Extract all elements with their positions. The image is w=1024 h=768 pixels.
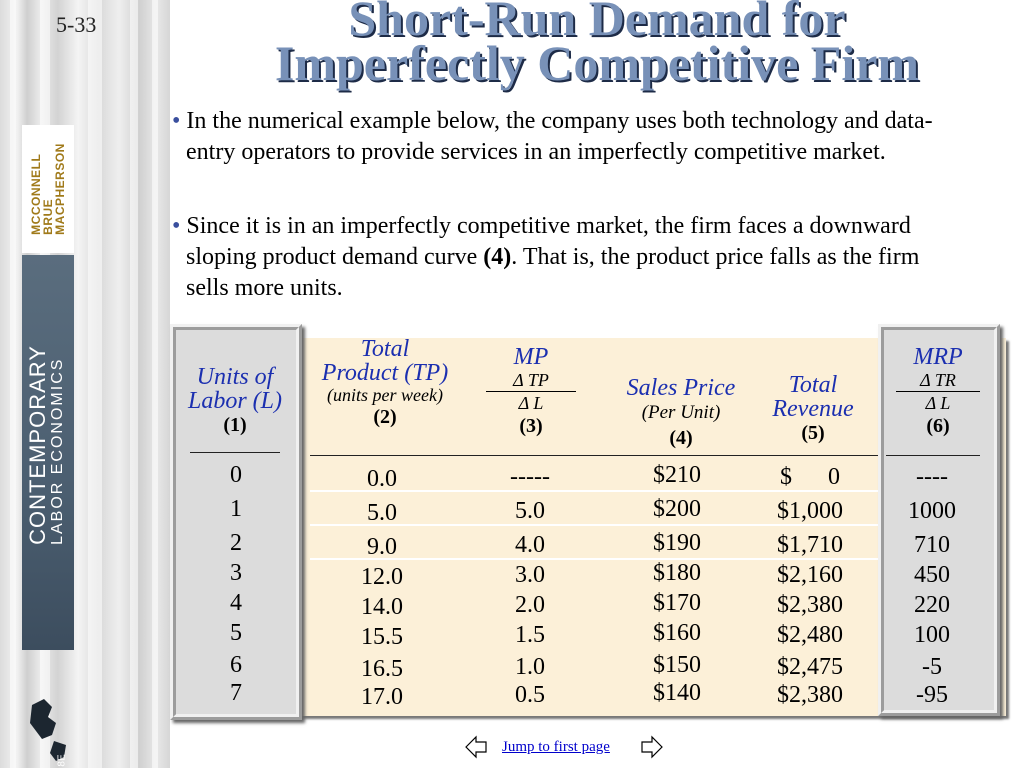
- cell-mp: 2.0: [515, 592, 545, 618]
- cell-sales-price: $170: [653, 590, 701, 616]
- header-number: (2): [373, 406, 397, 428]
- cell-sales-price: $210: [653, 462, 701, 488]
- cell-sales-price: $150: [653, 652, 701, 678]
- fraction-numerator: Δ TR: [896, 369, 980, 392]
- sidebar-stripe: [152, 0, 158, 768]
- bullet-text-bold: (4): [483, 244, 512, 270]
- cell-labor: 1: [230, 496, 242, 522]
- cell-sales-price: $160: [653, 620, 701, 646]
- cell-total-revenue: $2,480: [777, 622, 843, 648]
- cell-labor: 5: [230, 620, 242, 646]
- bullet-point: [172, 106, 972, 168]
- cell-total-revenue: $2,160: [777, 562, 843, 588]
- cell-mrp: 1000: [908, 498, 956, 524]
- header-number: (3): [519, 415, 543, 437]
- book-title: [25, 345, 68, 545]
- cell-total-product: 15.5: [361, 624, 403, 650]
- cell-mp: 4.0: [515, 532, 545, 558]
- previous-arrow-icon[interactable]: [464, 735, 488, 759]
- cell-labor: 6: [230, 652, 242, 678]
- cell-sales-price: $140: [653, 680, 701, 706]
- cell-sales-price: $190: [653, 530, 701, 556]
- cell-total-product: 14.0: [361, 594, 403, 620]
- cell-mrp: 100: [914, 622, 950, 648]
- bullet-point: [172, 211, 962, 304]
- cell-mp: 1.5: [515, 622, 545, 648]
- cell-mrp: 450: [914, 562, 950, 588]
- cell-mp: -----: [510, 464, 550, 490]
- cell-labor: 7: [230, 680, 242, 706]
- header-text: Total: [788, 372, 838, 398]
- book-title-line2: LABOR ECONOMICS: [49, 357, 66, 545]
- author-name: BRUE: [41, 198, 55, 235]
- fraction-denominator: Δ L: [925, 393, 951, 413]
- fraction-denominator: Δ L: [518, 393, 544, 413]
- header-text: MRP: [913, 344, 963, 370]
- header-text: Product (TP): [321, 360, 449, 386]
- cell-total-product: 5.0: [367, 500, 397, 526]
- book-sidebar: [0, 0, 170, 768]
- slide-title: [170, 0, 1024, 91]
- cell-mrp: ----: [916, 464, 948, 490]
- cell-sales-price: $180: [653, 560, 701, 586]
- cell-mp: 5.0: [515, 498, 545, 524]
- header-number: (4): [669, 427, 693, 449]
- slide-number: 5-33: [56, 12, 97, 37]
- header-mrp: [896, 345, 980, 438]
- book-title-block: [22, 255, 74, 767]
- cell-total-revenue: $2,380: [777, 682, 843, 708]
- book-cover: [22, 125, 74, 767]
- bullet-marker: •: [172, 213, 181, 239]
- cell-total-revenue: $2,380: [777, 592, 843, 618]
- cell-total-revenue: $1,000: [777, 498, 843, 524]
- slide-title-line1: Short-Run Demand for: [348, 0, 846, 46]
- cell-total-product: 16.5: [361, 656, 403, 682]
- header-number: (6): [926, 415, 950, 437]
- bullet-text: . That is, the product price falls as the firm sells more units.: [186, 244, 920, 301]
- book-authors: [30, 143, 66, 235]
- header-rule: [310, 455, 878, 456]
- header-total-revenue: [758, 373, 868, 445]
- cell-mp: 3.0: [515, 562, 545, 588]
- header-total-product: [305, 337, 465, 429]
- cell-total-product: 12.0: [361, 564, 403, 590]
- cell-mrp: -5: [922, 654, 942, 680]
- sidebar-stripe: [130, 0, 138, 768]
- header-subtext: (Per Unit): [641, 402, 721, 423]
- header-number: (1): [223, 414, 247, 436]
- header-text: Sales Price: [626, 375, 736, 401]
- cell-total-product: 9.0: [367, 534, 397, 560]
- sidebar-stripe: [88, 0, 102, 768]
- cell-total-revenue: $2,475: [777, 654, 843, 680]
- header-rule: [886, 455, 980, 456]
- jump-to-first-page-link[interactable]: Jump to first page: [502, 739, 610, 755]
- header-subtext: (units per week): [327, 385, 443, 405]
- header-sales-price: [606, 376, 756, 450]
- header-number: (5): [801, 422, 825, 444]
- header-units-of-labor: [176, 365, 294, 437]
- cell-total-product: 0.0: [367, 466, 397, 492]
- book-edition: 8E: [56, 754, 68, 767]
- cell-labor: 4: [230, 590, 242, 616]
- header-text: Total: [360, 336, 410, 362]
- cell-sales-price: $200: [653, 496, 701, 522]
- author-name: MACPHERSON: [53, 143, 67, 235]
- cell-mrp: 220: [914, 592, 950, 618]
- cell-total-revenue: $ 0: [780, 464, 840, 490]
- cell-total-revenue: $1,710: [777, 532, 843, 558]
- next-arrow-icon[interactable]: [640, 735, 664, 759]
- header-rule: [190, 452, 280, 453]
- fraction-numerator: Δ TP: [486, 369, 576, 392]
- author-block: [22, 125, 74, 253]
- author-name: MCCONNELL: [29, 153, 43, 235]
- bullet-text: Since it is in an imperfectly competitive market, the firm faces a downward sloping product demand curve: [186, 213, 911, 270]
- cell-mp: 1.0: [515, 654, 545, 680]
- book-title-line1: CONTEMPORARY: [25, 345, 50, 545]
- cell-labor: 0: [230, 462, 242, 488]
- header-text: Revenue: [772, 396, 854, 422]
- header-text: MP: [513, 344, 549, 370]
- cell-total-product: 17.0: [361, 684, 403, 710]
- bullet-marker: •: [172, 108, 181, 134]
- header-text: Labor (L): [187, 388, 283, 414]
- cell-mp: 0.5: [515, 682, 545, 708]
- bullet-text: In the numerical example below, the company uses both technology and data-entry operators to provide services in an imperfectly competitive market.: [186, 108, 933, 165]
- cell-labor: 2: [230, 530, 242, 556]
- cell-labor: 3: [230, 560, 242, 586]
- cell-mrp: 710: [914, 532, 950, 558]
- slide-title-line2: Imperfectly Competitive Firm: [274, 35, 920, 91]
- sidebar-stripe: [10, 0, 16, 768]
- header-mp: [486, 345, 576, 438]
- cell-mrp: -95: [916, 682, 948, 708]
- header-text: Units of: [196, 364, 274, 390]
